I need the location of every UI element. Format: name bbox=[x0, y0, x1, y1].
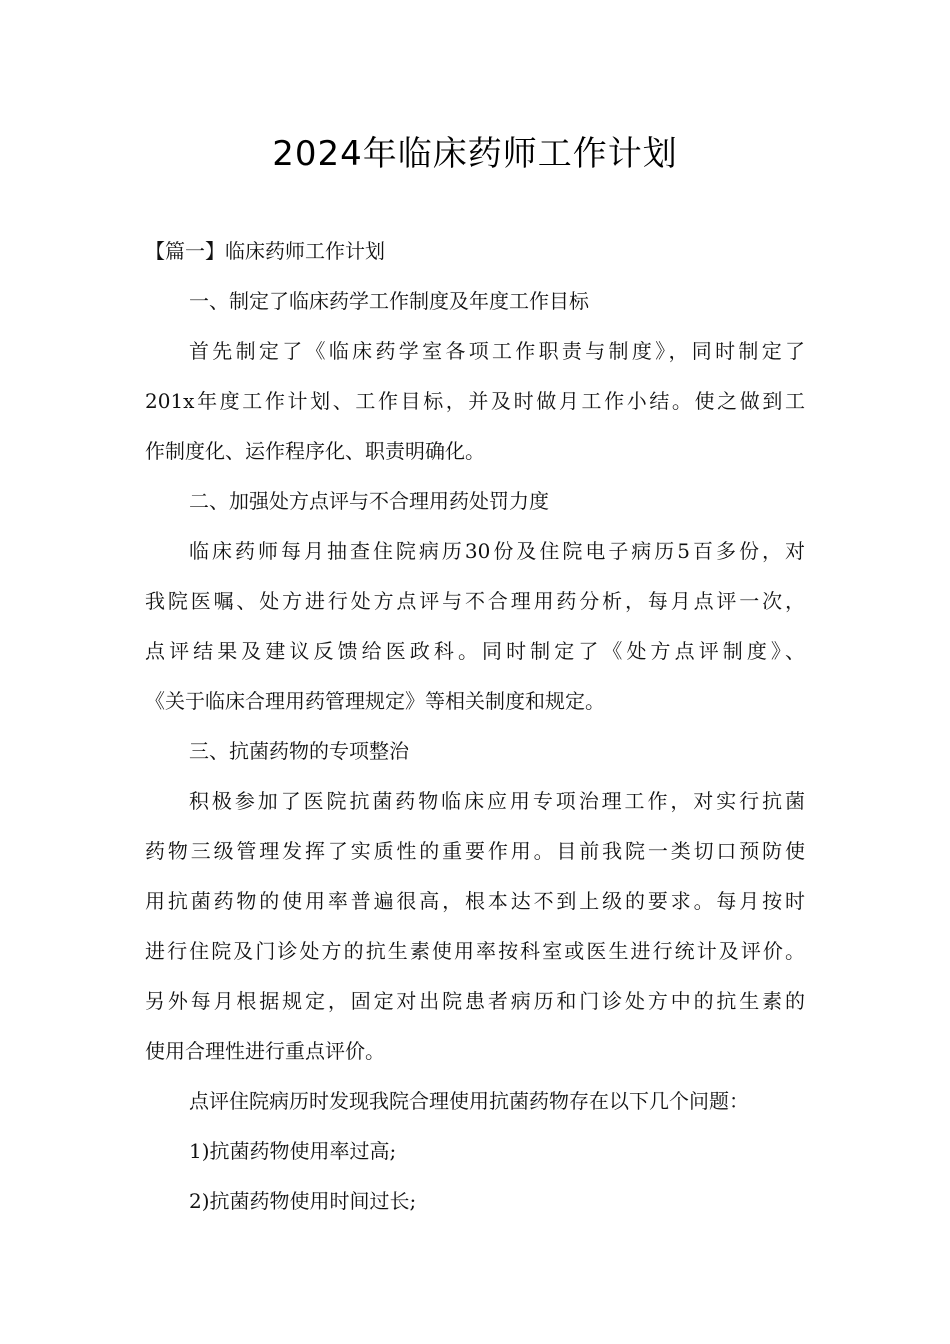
document-title: 2024年临床药师工作计划 bbox=[272, 134, 678, 174]
paragraph-line: 药物三级管理发挥了实质性的重要作用。目前我院一类切口预防使 bbox=[145, 839, 805, 863]
paragraph-line: 《关于临床合理用药管理规定》等相关制度和规定。 bbox=[145, 689, 605, 713]
paragraph-line: 积极参加了医院抗菌药物临床应用专项治理工作，对实行抗菌 bbox=[189, 789, 805, 813]
paragraph-line: 用抗菌药物的使用率普遍很高，根本达不到上级的要求。每月按时 bbox=[145, 889, 805, 913]
paragraph-line: 201x年度工作计划、工作目标，并及时做月工作小结。使之做到工 bbox=[145, 389, 805, 413]
paragraph-line: 使用合理性进行重点评价。 bbox=[145, 1039, 385, 1063]
section-heading: 【篇一】临床药师工作计划 bbox=[145, 239, 385, 263]
paragraph-line: 另外每月根据规定，固定对出院患者病历和门诊处方中的抗生素的 bbox=[145, 989, 805, 1013]
subheading: 一、制定了临床药学工作制度及年度工作目标 bbox=[189, 289, 589, 313]
paragraph-line: 点评住院病历时发现我院合理使用抗菌药物存在以下几个问题： bbox=[189, 1089, 749, 1113]
paragraph-line: 作制度化、运作程序化、职责明确化。 bbox=[145, 439, 485, 463]
paragraph-line: 点评结果及建议反馈给医政科。同时制定了《处方点评制度》、 bbox=[145, 639, 805, 663]
subheading: 二、加强处方点评与不合理用药处罚力度 bbox=[189, 489, 549, 513]
list-item: 1)抗菌药物使用率过高; bbox=[189, 1139, 397, 1163]
list-item: 2)抗菌药物使用时间过长; bbox=[189, 1189, 417, 1213]
paragraph-line: 首先制定了《临床药学室各项工作职责与制度》，同时制定了 bbox=[189, 339, 805, 363]
paragraph-line: 进行住院及门诊处方的抗生素使用率按科室或医生进行统计及评价。 bbox=[145, 939, 805, 963]
paragraph-line: 我院医嘱、处方进行处方点评与不合理用药分析，每月点评一次， bbox=[145, 589, 805, 613]
subheading: 三、抗菌药物的专项整治 bbox=[189, 739, 409, 763]
document-body bbox=[145, 226, 805, 1226]
paragraph-line: 临床药师每月抽查住院病历30份及住院电子病历5百多份，对 bbox=[189, 539, 805, 563]
